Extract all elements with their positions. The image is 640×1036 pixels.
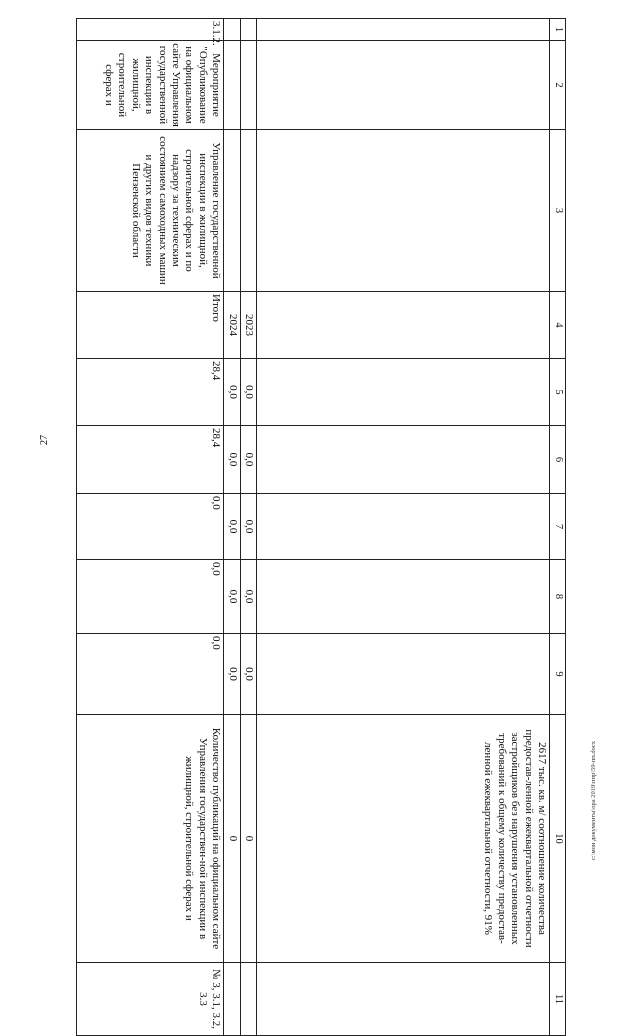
value-cell: 0,0: [224, 494, 240, 560]
program-table: [76, 18, 566, 1036]
year-cell: 2023: [240, 292, 256, 359]
value-cell: 0,0: [77, 634, 224, 715]
value-cell: 0: [224, 715, 240, 963]
table-row: [77, 19, 224, 1036]
value-cell: 0,0: [240, 494, 256, 560]
activity-number: 3.1.2.: [77, 19, 224, 41]
column-number: 2: [550, 41, 566, 130]
year-cell: 2024: [224, 292, 240, 359]
column-number: 3: [550, 130, 566, 292]
value-cell: 0,0: [240, 634, 256, 715]
footer-file-path: c:\мои документы\ора 2019\ппр\59-пп.docx: [590, 741, 597, 860]
column-number: 4: [550, 292, 566, 359]
indicator-cell: 2617 тыс. кв. м/ соотношение количества предостав-ленной ежеквартальной отчетности застройщиков без нарушения установленных требований к общему количеству предостав-ленной ежеквартальной отчетности, 91%: [257, 715, 550, 963]
links-cell: № 3, 3.1, 3.2, 3.3: [77, 963, 224, 1036]
column-number: 8: [550, 560, 566, 634]
value-cell: 28,4: [77, 359, 224, 426]
column-number: 10: [550, 715, 566, 963]
column-number: 1: [550, 19, 566, 41]
column-number: 6: [550, 426, 566, 494]
column-number: 7: [550, 494, 566, 560]
value-cell: 0,0: [77, 494, 224, 560]
value-cell: 0,0: [240, 359, 256, 426]
value-cell: 0,0: [240, 426, 256, 494]
column-number-row: [550, 19, 566, 1036]
value-cell: 0,0: [77, 560, 224, 634]
value-cell: 0,0: [224, 634, 240, 715]
value-cell: 0,0: [240, 560, 256, 634]
program-table-sheet: [86, 18, 566, 1029]
column-number: 11: [550, 963, 566, 1036]
column-number: 9: [550, 634, 566, 715]
table-row: [257, 19, 550, 1036]
indicator-cell: Количество публикаций на официальном сайте Управления государствен-ной инспекции в жилищной, строительной сферах и: [77, 715, 224, 963]
table-row: [240, 19, 256, 1036]
value-cell: 28,4: [77, 426, 224, 494]
value-cell: 0: [240, 715, 256, 963]
table-row: [224, 19, 240, 1036]
value-cell: 0,0: [224, 426, 240, 494]
column-number: 5: [550, 359, 566, 426]
value-cell: 0,0: [224, 359, 240, 426]
activity-executor: Управление государственной инспекции в жилищной, строительной сферах и по надзору за техническим состоянием самоходных машин и других видов техники Пензенской области: [77, 130, 224, 292]
activity-name: Мероприятие "Опубликование на официальном сайте Управления государственной инспекции в жилищной, строительной сферах и: [77, 41, 224, 130]
value-cell: 0,0: [224, 560, 240, 634]
page-number: 27: [39, 435, 50, 445]
period-cell: Итого: [77, 292, 224, 359]
